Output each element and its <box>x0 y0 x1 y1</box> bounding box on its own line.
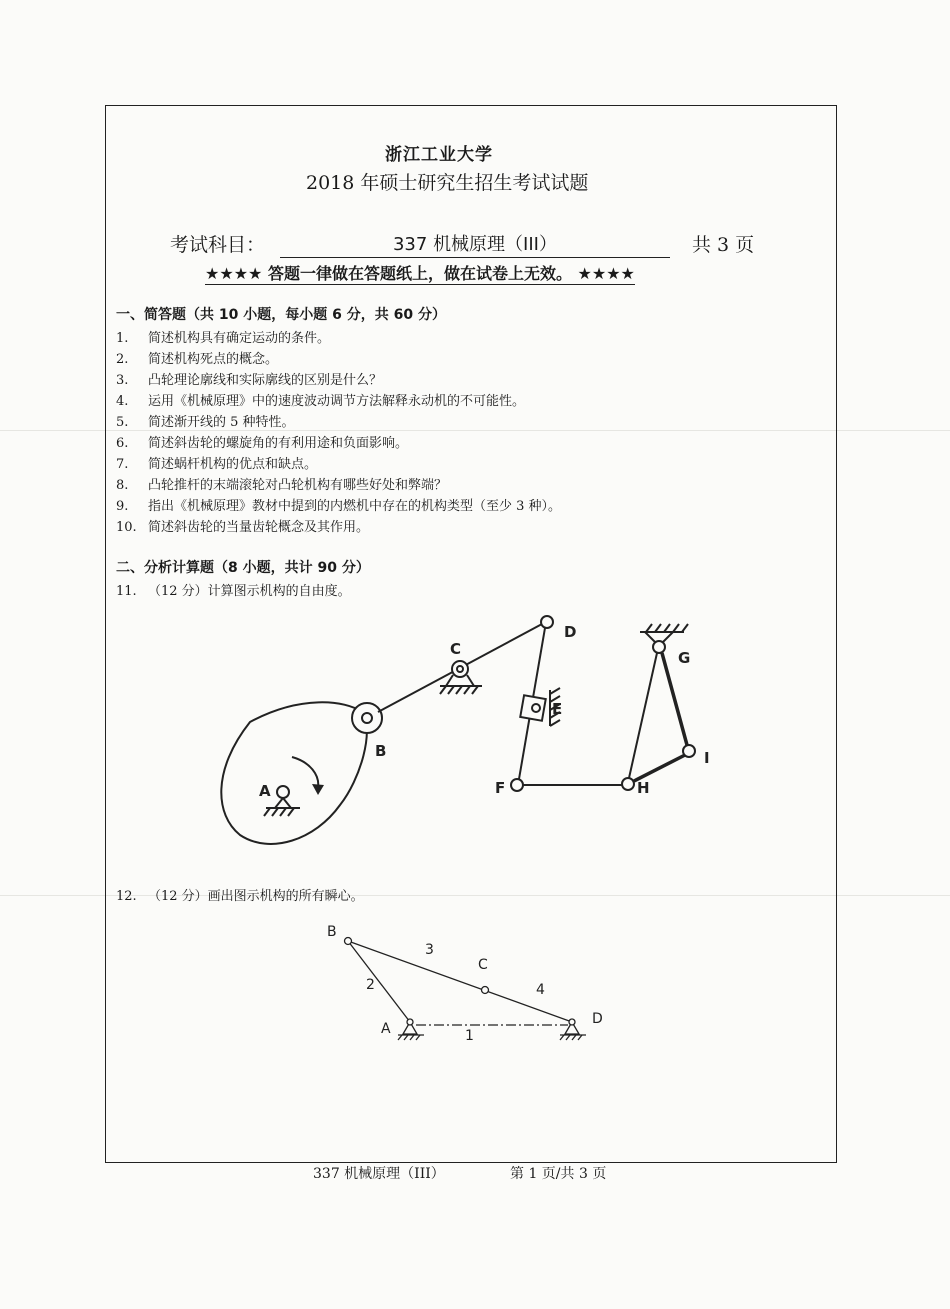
question-number: 12. <box>116 889 137 904</box>
question-text: 凸轮理论廓线和实际廓线的区别是什么？ <box>148 373 383 388</box>
question-number: 11. <box>116 584 137 599</box>
label-b: B <box>375 742 387 760</box>
label-c: C <box>478 957 488 973</box>
label-link-1: 1 <box>465 1028 474 1044</box>
question-number: 4. <box>116 394 129 409</box>
question-text: 简述斜齿轮的当量齿轮概念及其作用。 <box>148 520 370 535</box>
label-d: D <box>592 1011 603 1027</box>
label-a: A <box>381 1021 391 1037</box>
joint-a <box>407 1019 413 1025</box>
question-text: 简述蜗杆机构的优点和缺点。 <box>148 457 318 472</box>
question-number: 8. <box>116 478 129 493</box>
joint-b <box>345 938 352 945</box>
question-text: 简述机构死点的概念。 <box>148 352 279 367</box>
label-a: A <box>259 782 271 800</box>
question-text: （12 分）计算图示机构的自由度。 <box>148 584 351 599</box>
footer-page-number: 第 1 页/共 3 页 <box>510 1166 607 1182</box>
question-number: 2. <box>116 352 129 367</box>
link-2 <box>348 941 410 1022</box>
question-text: 运用《机械原理》中的速度波动调节方法解释永动机的不可能性。 <box>148 394 526 409</box>
question-number: 3. <box>116 373 129 388</box>
question-text: 简述渐开线的 5 种特性。 <box>148 415 295 430</box>
question-text: 指出《机械原理》教材中提到的内燃机中存在的机构类型（至少 3 种）。 <box>148 499 562 514</box>
answer-notice: ★★★★ 答题一律做在答题纸上，做在试卷上无效。 ★★★★ <box>205 261 635 285</box>
question-number: 10. <box>116 520 137 535</box>
label-f: F <box>495 779 506 797</box>
section2-title: 二、分析计算题（8 小题，共计 90 分） <box>116 560 370 576</box>
footer-subject: 337 机械原理（III） <box>313 1166 445 1182</box>
label-c: C <box>450 640 462 658</box>
joint-d <box>569 1019 575 1025</box>
label-link-3: 3 <box>425 942 434 958</box>
subject-label: 考试科目： <box>170 234 266 256</box>
question-text: 凸轮推杆的末端滚轮对凸轮机构有哪些好处和弊端？ <box>148 478 448 493</box>
question-number: 9. <box>116 499 129 514</box>
label-e: E <box>552 700 563 718</box>
question-number: 7. <box>116 457 129 472</box>
question-number: 1. <box>116 331 129 346</box>
label-link-2: 2 <box>366 977 375 993</box>
label-g: G <box>678 649 691 667</box>
question-text: 简述机构具有确定运动的条件。 <box>148 331 331 346</box>
university-name: 浙江工业大学 <box>385 145 493 165</box>
exam-title: 2018 年硕士研究生招生考试试题 <box>306 172 589 194</box>
question-text: （12 分）画出图示机构的所有瞬心。 <box>148 889 364 904</box>
joint-c <box>482 987 489 994</box>
question-number: 6. <box>116 436 129 451</box>
label-b: B <box>327 924 337 940</box>
label-h: H <box>637 779 650 797</box>
question-number: 5. <box>116 415 129 430</box>
section1-title: 一、简答题（共 10 小题，每小题 6 分，共 60 分） <box>116 307 446 323</box>
label-link-4: 4 <box>536 982 545 998</box>
label-i: I <box>704 749 710 767</box>
label-d: D <box>564 623 577 641</box>
page-count: 共 3 页 <box>692 234 755 256</box>
question-text: 简述斜齿轮的螺旋角的有利用途和负面影响。 <box>148 436 409 451</box>
subject-value: 337 机械原理（III） <box>280 230 670 258</box>
